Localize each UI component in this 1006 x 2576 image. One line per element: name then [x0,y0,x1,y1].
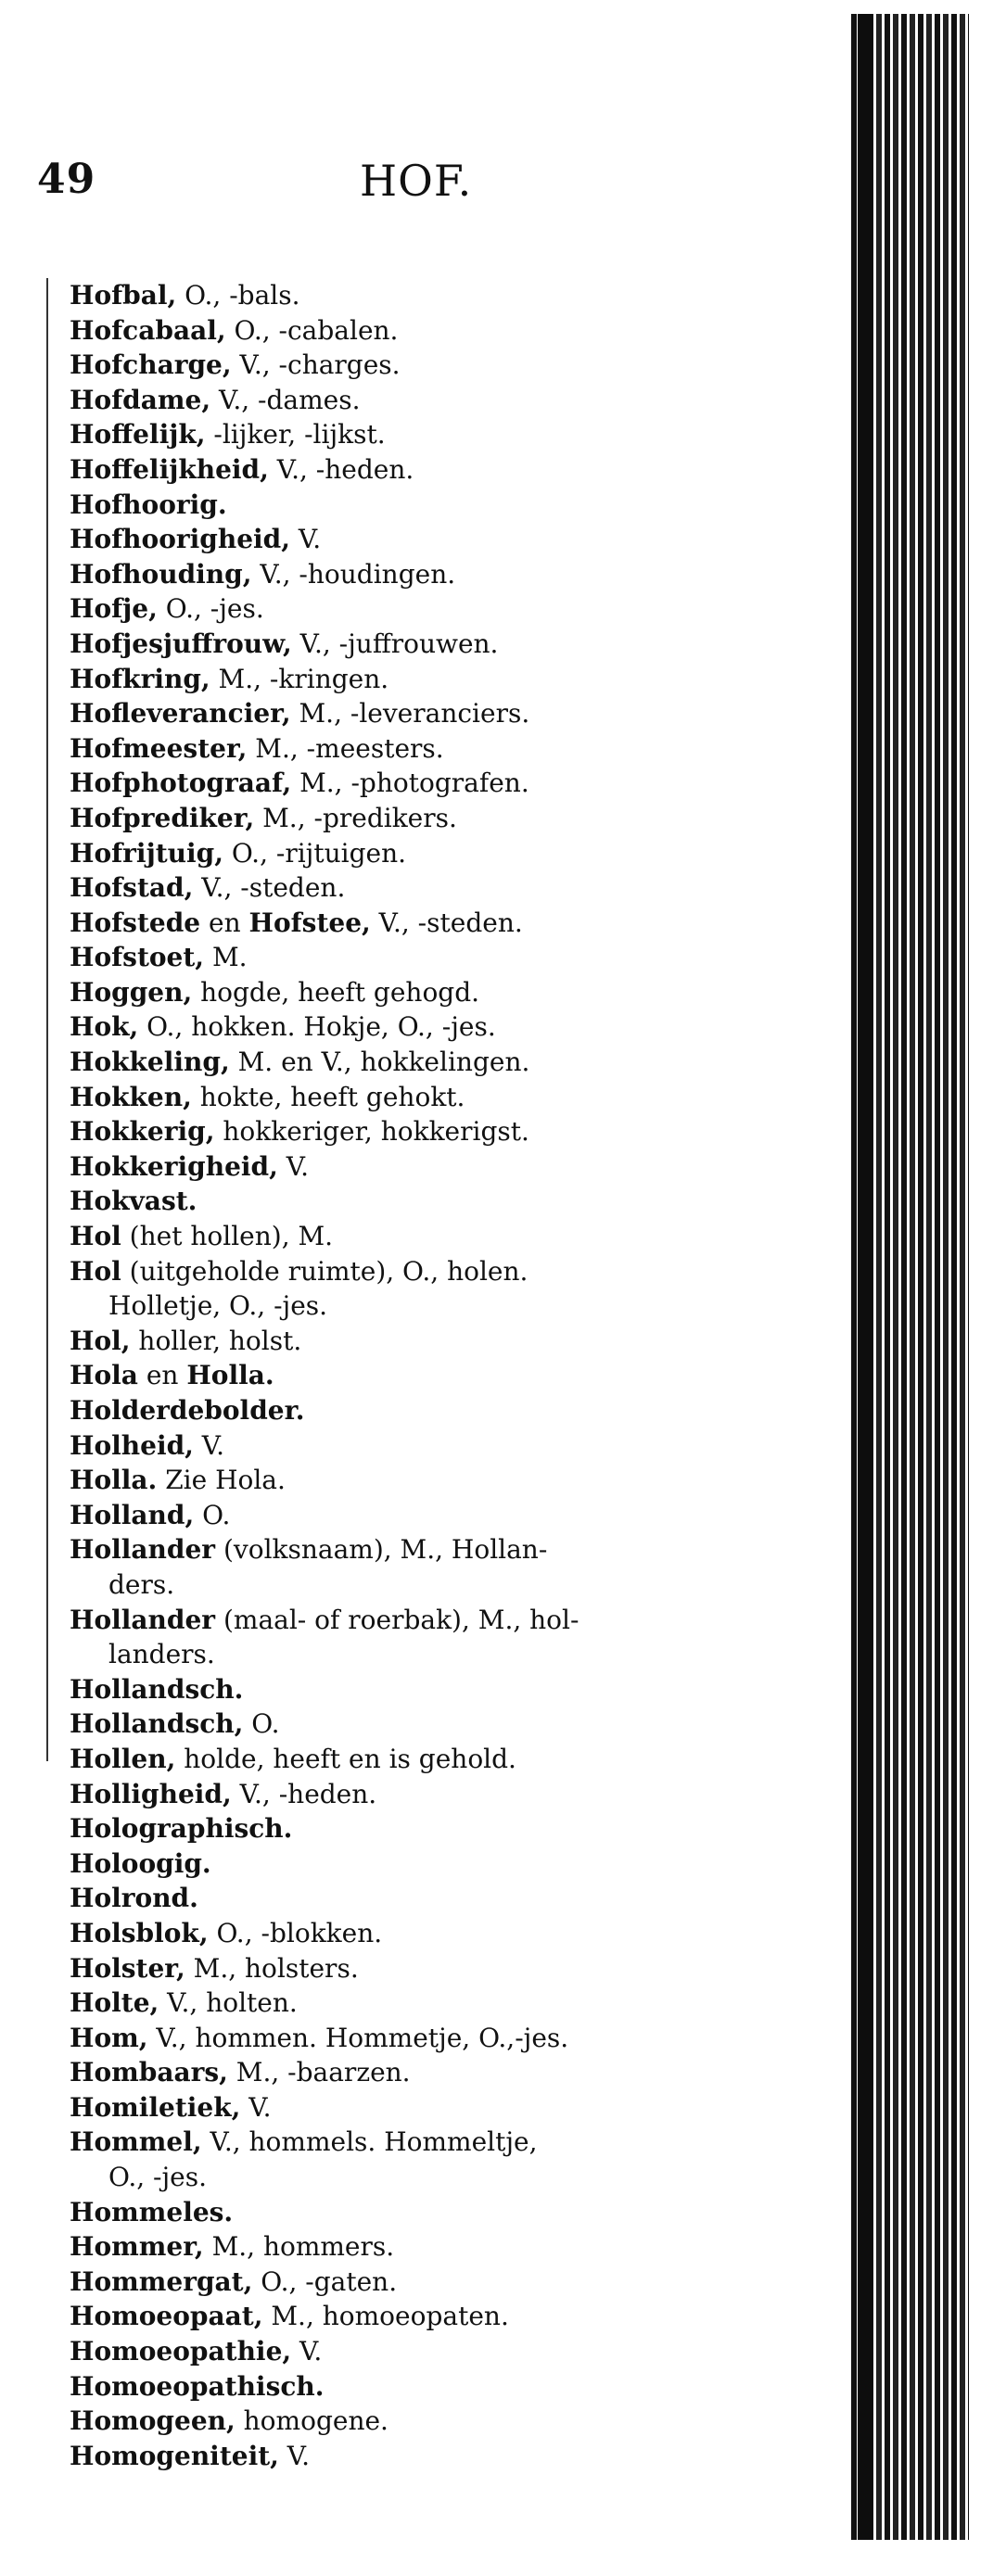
entry-text: V., -steden. [193,872,346,904]
headword: Hommel, [70,2126,202,2158]
headword: Hofrijtuig, [70,837,223,869]
headword: Homoeopathie, [70,2336,292,2367]
dictionary-entry [70,870,756,906]
headword: Hola [70,1360,138,1391]
headword: Hofhoorig. [70,489,227,520]
headword: Hombaars, [70,2057,228,2088]
dictionary-entry [70,1881,756,1916]
headword: Holsblok, [70,1917,209,1948]
entry-text: M., -meesters. [247,732,444,764]
dictionary-entry [70,591,756,627]
dictionary-entry [70,1742,756,1777]
dictionary-entry [70,1672,756,1707]
headword: Hokkerigheid, [70,1150,278,1182]
entry-text: V. [240,2091,272,2123]
dictionary-entries [70,278,756,2473]
entry-text: en [137,1360,187,1391]
headword: Hofmeester, [70,732,248,764]
dictionary-entry [70,1114,756,1149]
entry-text: V. [290,524,322,555]
headword: Hofhoorigheid, [70,524,290,555]
entry-text: M., hommers. [203,2231,395,2263]
dictionary-entry [70,2195,756,2230]
headword: Hok, [70,1011,139,1043]
entry-text: O., -gaten. [252,2265,398,2297]
entry-text: V., -heden. [231,1778,377,1809]
entry-text: (het hollen), M. [121,1221,334,1252]
dictionary-entry [70,1009,756,1045]
headword: Hom, [70,2022,148,2053]
headword: Hofbal, [70,280,177,311]
entry-text: V., -charges. [231,349,401,381]
entry-continuation [70,2160,756,2195]
headword: Hol, [70,1325,131,1356]
entry-text: O., -cabalen. [225,314,399,346]
headword: Hofprediker, [70,802,255,833]
dictionary-entry [70,2125,756,2160]
dictionary-entry [70,1986,756,2021]
dictionary-entry [70,1358,756,1393]
entry-text: V., -juffrouwen. [291,628,499,659]
entry-text: M., -predikers. [254,802,457,833]
dictionary-entry [70,488,756,523]
dictionary-entry [70,940,756,975]
dictionary-entry [70,2404,756,2439]
dictionary-entry [70,2299,756,2334]
headword: Hoffelijkheid, [70,453,269,485]
entry-text: homogene. [235,2405,388,2437]
entry-text: O. [243,1708,280,1740]
entry-text: O., -jes. [108,2162,207,2193]
dictionary-entry [70,766,756,801]
dictionary-entry [70,1045,756,1080]
dictionary-entry [70,627,756,662]
entry-text: V. [193,1429,225,1461]
dictionary-entry [70,1951,756,1986]
dictionary-entry [70,557,756,592]
headword: Homiletiek, [70,2091,241,2123]
headword: Holderdebolder. [70,1395,305,1426]
dictionary-entry [70,1184,756,1219]
entry-text: V., hommels. Hommeltje, [201,2126,538,2158]
dictionary-entry [70,2090,756,2126]
dictionary-entry [70,1324,756,1359]
entry-text: holde, heeft en is gehold. [175,1743,516,1774]
dictionary-entry [70,1219,756,1254]
dictionary-entry [70,2229,756,2265]
entry-text: hokkeriger, hokkerigst. [214,1116,529,1148]
dictionary-entry [70,696,756,731]
dictionary-entry [70,313,756,349]
dictionary-entry [70,1393,756,1428]
dictionary-entry [70,1080,756,1115]
entry-text: V., -dames. [210,384,361,415]
entry-text: V. [278,2440,311,2471]
headword: Hofdame, [70,384,211,415]
dictionary-entry [70,1463,756,1498]
headword: Hofhouding, [70,558,252,590]
entry-text: O., -rijtuigen. [223,837,407,869]
entry-continuation [70,1637,756,1672]
dictionary-entry [70,1428,756,1464]
entry-text: O., -blokken. [208,1917,383,1948]
headword: Hofphotograaf, [70,768,292,799]
entry-text: holler, holst. [130,1325,302,1356]
dictionary-entry [70,522,756,557]
dictionary-entry [70,417,756,452]
dictionary-entry [70,2265,756,2300]
entry-text: M., -baarzen. [227,2057,411,2088]
dictionary-entry [70,1846,756,1882]
headword: Hofcabaal, [70,314,226,346]
dictionary-entry [70,2334,756,2369]
dictionary-entry [70,1916,756,1951]
headword: Holland, [70,1499,195,1530]
entry-text: Zie Hola. [157,1465,286,1496]
headword: Hofkring, [70,663,210,694]
entry-text: hogde, heeft gehogd. [192,976,480,1008]
dictionary-entry [70,348,756,383]
entry-text: landers. [108,1639,215,1670]
headword: Holla. [70,1465,158,1496]
page-edge-shadow [858,14,872,2540]
margin-rule [46,278,48,1761]
entry-text: V. [277,1150,309,1182]
headword: Holligheid, [70,1778,232,1809]
entry-text: V., -steden. [370,907,523,938]
headword: Hollandsch. [70,1673,244,1705]
headword: Hommergat, [70,2265,253,2297]
headword: Hoffelijk, [70,419,206,450]
entry-text: ders. [108,1568,175,1600]
headword: Homoeopaat, [70,2301,263,2332]
headword: Hollen, [70,1743,176,1774]
headword: Hommer, [70,2231,204,2263]
headword: Hokvast. [70,1186,197,1217]
headword: Homogeen, [70,2405,236,2437]
entry-text: V., -heden. [268,453,414,485]
entry-text: O., -jes. [157,593,264,625]
entry-text: V., hommen. Hommetje, O.,-jes. [147,2022,569,2053]
entry-text: (volksnaam), M., Hollan- [215,1534,548,1566]
entry-text: O. [194,1499,231,1530]
headword: Hofleverancier, [70,698,291,730]
entry-text: M., -kringen. [210,663,389,694]
dictionary-entry [70,1603,756,1638]
headword: Hofjesjuffrouw, [70,628,292,659]
entry-text: -lijker, -lijkst. [205,419,386,450]
entry-text: O., hokken. Hokje, O., -jes. [138,1011,496,1043]
entry-text: hokte, heeft gehokt. [191,1081,465,1112]
entry-text: M., -leveranciers. [290,698,530,730]
dictionary-entry [70,2055,756,2090]
headword: Hokkerig, [70,1116,215,1148]
entry-text: M., homoeopaten. [262,2301,509,2332]
headword: Hol [70,1221,121,1252]
headword: Holla. [186,1360,274,1391]
dictionary-entry [70,801,756,836]
headword: Hommeles. [70,2196,234,2227]
entry-text: en [200,907,249,938]
dictionary-entry [70,452,756,488]
headword: Homogeniteit, [70,2440,279,2471]
dictionary-entry [70,836,756,871]
headword: Hollandsch, [70,1708,244,1740]
entry-continuation [70,1288,756,1324]
entry-text: V. [291,2336,323,2367]
headword: Holheid, [70,1429,194,1461]
dictionary-entry [70,1254,756,1289]
dictionary-entry [70,1149,756,1185]
dictionary-entry [70,975,756,1010]
running-head: HOF. [360,156,473,206]
entry-continuation [70,1567,756,1603]
headword: Hol [70,1255,121,1287]
headword: Holster, [70,1952,185,1984]
headword: Hofstad, [70,872,194,904]
headword: Holographisch. [70,1813,293,1845]
dictionary-entry [70,662,756,697]
dictionary-entry [70,1811,756,1846]
dictionary-entry [70,906,756,941]
headword: Hollander [70,1604,216,1635]
entry-text: V., -houdingen. [251,558,456,590]
entry-text: (uitgeholde ruimte), O., holen. [121,1255,528,1287]
dictionary-entry [70,2021,756,2056]
headword: Hollander [70,1534,216,1566]
headword: Hofstoet, [70,942,205,973]
dictionary-entry [70,1777,756,1812]
headword: Hokken, [70,1081,192,1112]
headword: Hofcharge, [70,349,232,381]
entry-text: (maal- of roerbak), M., hol- [215,1604,579,1635]
entry-text: M. en V., hokkelingen. [229,1047,530,1078]
dictionary-entry [70,1532,756,1567]
entry-text: M. [204,942,248,973]
entry-text: M., holsters. [185,1952,359,1984]
dictionary-entry [70,1707,756,1742]
headword: Hofstee, [248,907,371,938]
headword: Holrond. [70,1883,198,1914]
dictionary-entry [70,2369,756,2405]
entry-text: Holletje, O., -jes. [108,1290,328,1322]
entry-text: V., holten. [159,1987,298,2019]
headword: Homoeopathisch. [70,2370,325,2402]
dictionary-entry [70,278,756,313]
headword: Holoogig. [70,1847,211,1879]
headword: Hoggen, [70,976,193,1008]
headword: Hofstede [70,907,201,938]
headword: Hofje, [70,593,158,625]
dictionary-entry [70,1498,756,1533]
dictionary-entry [70,383,756,418]
dictionary-entry [70,731,756,767]
headword: Holte, [70,1987,159,2019]
dictionary-entry [70,2439,756,2474]
entry-text: M., -photografen. [291,768,529,799]
entry-text: O., -bals. [176,280,300,311]
headword: Hokkeling, [70,1047,230,1078]
page-number: 49 [37,156,96,203]
